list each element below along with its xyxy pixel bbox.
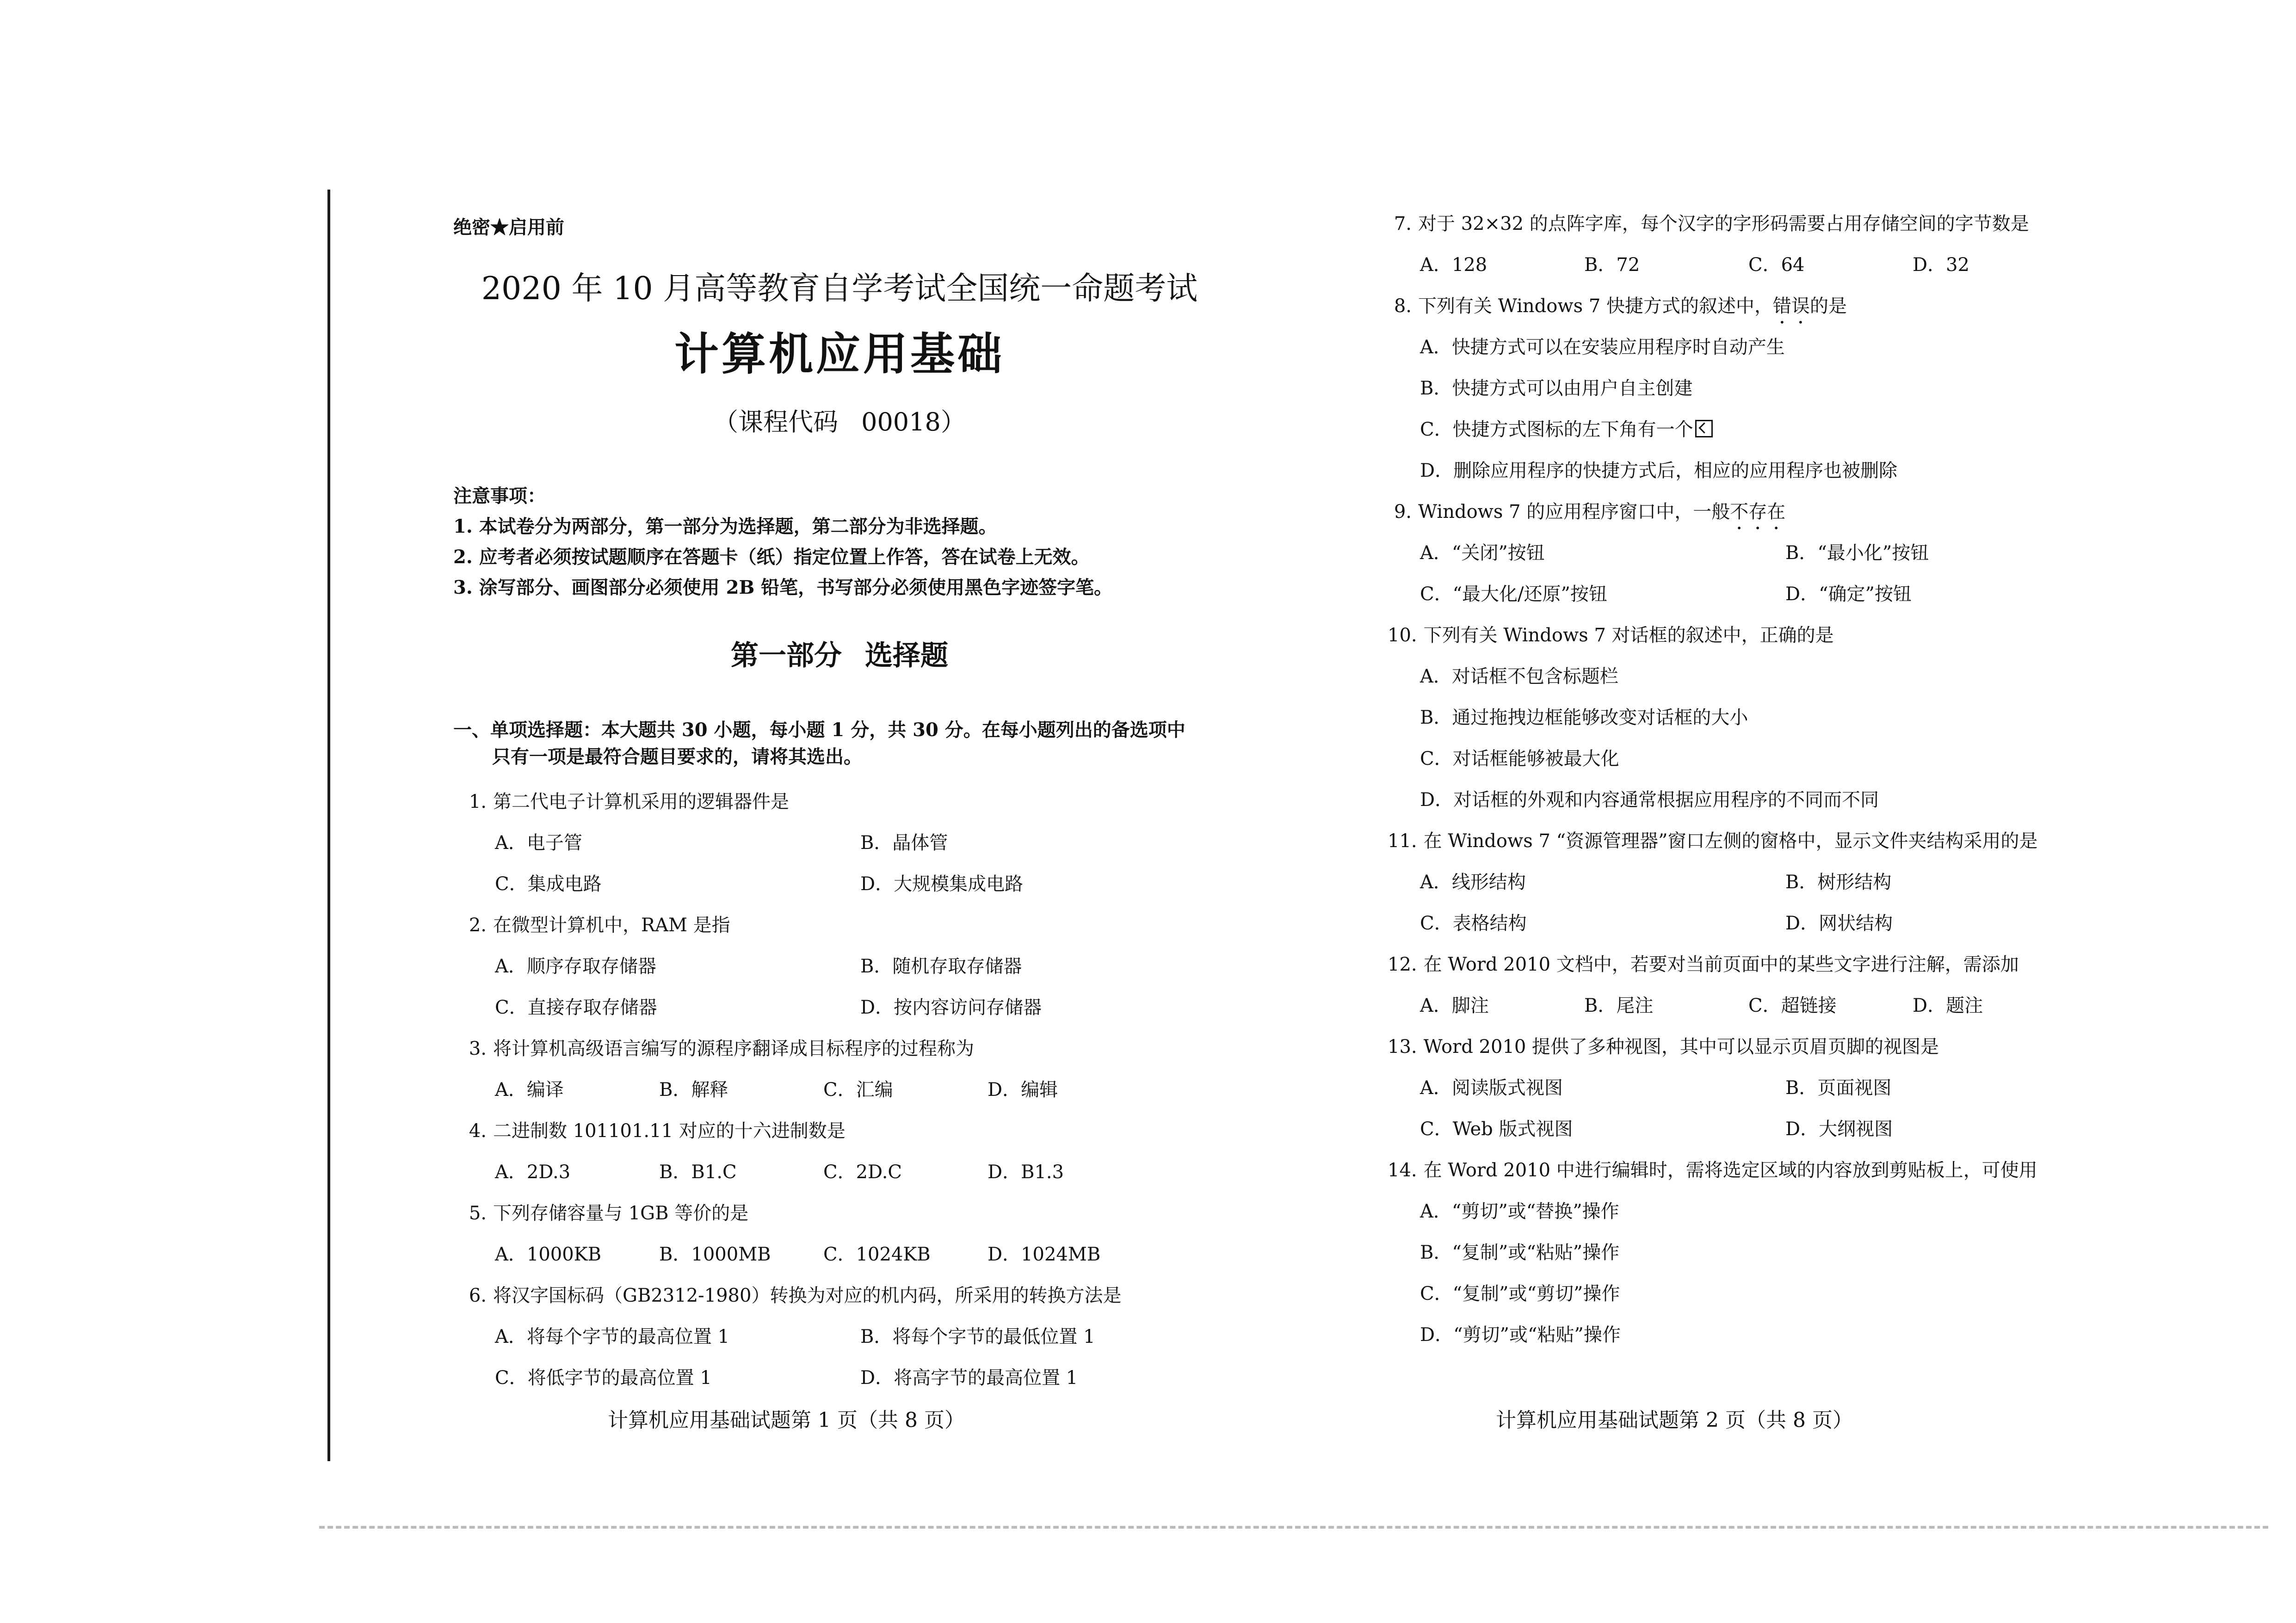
option-c: C．2D.C — [823, 1162, 902, 1183]
exam-title: 2020 年 10 月高等教育自学考试全国统一命题考试 — [481, 270, 1198, 307]
option-d: D．删除应用程序的快捷方式后，相应的应用程序也被删除 — [1420, 460, 1898, 481]
emphasis-text: 不存在 — [1730, 501, 1786, 523]
page-2 — [1378, 203, 2165, 1489]
option-c: C．快捷方式图标的左下角有一个 — [1420, 419, 1693, 440]
option-b: B．72 — [1584, 254, 1640, 276]
question-text: 下列有关 Windows 7 对话框的叙述中，正确的是 — [1423, 625, 1834, 646]
question-number: 8. — [1394, 295, 1412, 317]
option-row — [1378, 409, 2165, 450]
question-number: 6. — [469, 1285, 487, 1306]
question-number: 14. — [1388, 1160, 1417, 1181]
binding-line — [327, 190, 330, 1461]
option-b: B．B1.C — [659, 1162, 737, 1183]
question-stem — [1378, 286, 2165, 327]
question-text: 在 Word 2010 文档中，若要对当前页面中的某些文字进行注解，需添加 — [1423, 954, 2019, 975]
question-number: 7. — [1394, 213, 1412, 234]
option-row — [1378, 533, 2165, 574]
option-d: D．32 — [1913, 254, 1969, 276]
question-text: 在微型计算机中，RAM 是指 — [493, 915, 730, 936]
option-c: C．直接存取存储器 — [495, 997, 657, 1018]
option-b: B．“最小化”按钮 — [1785, 542, 1929, 564]
question-text: 二进制数 101101.11 对应的十六进制数是 — [493, 1120, 846, 1142]
scan-edge — [319, 1526, 2268, 1529]
question-list-page-2 — [1378, 203, 2165, 1356]
question-2 — [453, 905, 1240, 1028]
option-d: D．大纲视图 — [1785, 1119, 1893, 1140]
option-row — [1378, 1191, 2165, 1232]
question-13 — [1378, 1027, 2165, 1150]
option-row — [1378, 1068, 2165, 1109]
part-title — [453, 633, 1226, 673]
question-stem — [1378, 492, 2165, 533]
section-instructions — [453, 717, 1240, 770]
option-row — [453, 946, 1240, 987]
question-3 — [453, 1028, 1240, 1111]
option-row — [1378, 738, 2165, 780]
question-8 — [1378, 286, 2165, 492]
option-a: A．编译 — [495, 1079, 564, 1100]
question-6 — [453, 1275, 1240, 1399]
option-b: B．随机存取存储器 — [860, 956, 1022, 977]
question-list-page-1 — [453, 781, 1240, 1399]
option-row — [1378, 1109, 2165, 1150]
option-a: A．128 — [1420, 254, 1487, 276]
course-code-number: 00018） — [861, 407, 966, 436]
option-a: A．“关闭”按钮 — [1420, 542, 1545, 564]
option-a: A．脚注 — [1420, 995, 1489, 1016]
section-line-1: 一、单项选择题：本大题共 30 小题，每小题 1 分，共 30 分。在每小题列出的备选项中 — [453, 719, 1185, 741]
option-c: C．将低字节的最高位置 1 — [495, 1367, 712, 1389]
option-a: A．1000KB — [495, 1244, 601, 1265]
question-stem — [1378, 944, 2165, 985]
question-text: Windows 7 的应用程序窗口中，一般 — [1418, 501, 1730, 523]
option-row — [453, 1152, 1240, 1193]
question-number: 2. — [469, 915, 487, 936]
option-row — [453, 1070, 1240, 1111]
option-row — [1378, 1232, 2165, 1273]
note-item: 3. 涂写部分、画图部分必须使用 2B 铅笔，书写部分必须使用黑色字迹签字笔。 — [453, 577, 1113, 598]
question-stem — [453, 905, 1240, 946]
notes-title: 注意事项： — [453, 485, 546, 507]
question-text: 在 Windows 7 “资源管理器”窗口左侧的窗格中，显示文件夹结构采用的是 — [1423, 830, 2038, 852]
option-c: C．对话框能够被最大化 — [1420, 748, 1619, 769]
question-number: 3. — [469, 1038, 487, 1059]
option-b: B．“复制”或“粘贴”操作 — [1420, 1242, 1620, 1263]
option-row — [453, 864, 1240, 905]
option-c-wrap — [1420, 409, 2114, 450]
emphasis-text: 错误 — [1773, 295, 1810, 317]
page-1 — [453, 203, 1240, 1489]
question-number: 4. — [469, 1120, 487, 1142]
option-row — [1378, 327, 2165, 368]
question-stem — [453, 1111, 1240, 1152]
option-c: C．“复制”或“剪切”操作 — [1420, 1283, 1620, 1304]
question-text: Word 2010 提供了多种视图，其中可以显示页眉页脚的视图是 — [1423, 1036, 1939, 1057]
option-b: B．页面视图 — [1785, 1077, 1892, 1099]
question-text: 第二代电子计算机采用的逻辑器件是 — [493, 791, 789, 812]
option-d: D．对话框的外观和内容通常根据应用程序的不同而不同 — [1420, 789, 1879, 811]
option-row — [1378, 368, 2165, 409]
question-10 — [1378, 615, 2165, 821]
option-a: A．电子管 — [495, 832, 582, 854]
question-7 — [1378, 203, 2165, 286]
option-row — [1378, 985, 2165, 1027]
question-stem — [453, 1193, 1240, 1234]
option-row — [1378, 903, 2165, 944]
question-text: 下列有关 Windows 7 快捷方式的叙述中， — [1418, 295, 1773, 317]
option-a: A．2D.3 — [495, 1162, 571, 1183]
question-1 — [453, 781, 1240, 905]
option-b: B．晶体管 — [860, 832, 948, 854]
option-row — [1378, 1273, 2165, 1315]
question-5 — [453, 1193, 1240, 1275]
option-d: D．“确定”按钮 — [1785, 584, 1912, 605]
option-d: D．网状结构 — [1785, 913, 1893, 934]
question-stem — [1378, 615, 2165, 656]
question-text: 在 Word 2010 中进行编辑时，需将选定区域的内容放到剪贴板上，可使用 — [1423, 1160, 2037, 1181]
option-row — [1378, 656, 2165, 697]
question-stem — [453, 1028, 1240, 1070]
option-d: D．按内容访问存储器 — [860, 997, 1042, 1018]
option-c: C．“最大化/还原”按钮 — [1420, 584, 1607, 605]
option-c: C．1024KB — [823, 1244, 931, 1265]
option-b: B．通过拖拽边框能够改变对话框的大小 — [1420, 707, 1748, 728]
question-stem — [453, 1275, 1240, 1316]
question-11 — [1378, 821, 2165, 944]
option-b: B．快捷方式可以由用户自主创建 — [1420, 378, 1693, 399]
option-a: A．“剪切”或“替换”操作 — [1420, 1201, 1619, 1222]
question-number: 10. — [1388, 625, 1417, 646]
question-text: 下列存储容量与 1GB 等价的是 — [493, 1203, 749, 1224]
question-text: 对于 32×32 的点阵字库，每个汉字的字形码需要占用存储空间的字节数是 — [1418, 213, 2029, 234]
option-row — [1378, 780, 2165, 821]
option-b: B．树形结构 — [1785, 872, 1892, 893]
option-b: B．将每个字节的最低位置 1 — [860, 1326, 1095, 1347]
question-text: 将计算机高级语言编写的源程序翻译成目标程序的过程称为 — [493, 1038, 974, 1059]
option-row — [1378, 574, 2165, 615]
option-c: C．超链接 — [1748, 995, 1837, 1016]
option-d: D．题注 — [1913, 995, 1983, 1016]
option-d: D．大规模集成电路 — [860, 873, 1024, 895]
question-stem — [1378, 1027, 2165, 1068]
option-row — [453, 1234, 1240, 1275]
option-b: B．尾注 — [1584, 995, 1654, 1016]
part-title-b: 选择题 — [865, 639, 948, 672]
option-d: D．B1.3 — [988, 1162, 1064, 1183]
option-d: D．“剪切”或“粘贴”操作 — [1420, 1324, 1621, 1346]
option-a: A．线形结构 — [1420, 872, 1526, 893]
section-line-2: 只有一项是最符合题目要求的，请将其选出。 — [492, 746, 862, 768]
question-text-end: 的是 — [1810, 295, 1847, 317]
question-14 — [1378, 1150, 2165, 1356]
option-c: C．Web 版式视图 — [1420, 1119, 1573, 1140]
option-c: C．集成电路 — [495, 873, 602, 895]
option-row — [1378, 697, 2165, 738]
secret-label: 绝密★启用前 — [453, 216, 564, 238]
page-footer: 计算机应用基础试题第 2 页（共 8 页） — [1496, 1408, 1853, 1432]
question-stem — [1378, 821, 2165, 862]
question-number: 12. — [1388, 954, 1417, 975]
option-c: C．64 — [1748, 254, 1805, 276]
question-stem — [1378, 203, 2165, 245]
question-9 — [1378, 492, 2165, 615]
question-text: 将汉字国标码（GB2312-1980）转换为对应的机内码，所采用的转换方法是 — [493, 1285, 1122, 1306]
note-item: 2. 应考者必须按试题顺序在答题卡（纸）指定位置上作答，答在试卷上无效。 — [453, 546, 1090, 568]
option-a: A．对话框不包含标题栏 — [1420, 666, 1618, 687]
question-number: 5. — [469, 1203, 487, 1224]
option-d: D．1024MB — [988, 1244, 1101, 1265]
question-stem — [1378, 1150, 2165, 1191]
page-footer: 计算机应用基础试题第 1 页（共 8 页） — [608, 1408, 965, 1432]
subject-title: 计算机应用基础 — [674, 328, 1005, 380]
question-stem — [453, 781, 1240, 823]
option-row — [453, 823, 1240, 864]
option-a: A．顺序存取存储器 — [495, 956, 656, 977]
note-item: 1. 本试卷分为两部分，第一部分为选择题，第二部分为非选择题。 — [453, 516, 997, 537]
question-12 — [1378, 944, 2165, 1027]
question-4 — [453, 1111, 1240, 1193]
option-a: A．将每个字节的最高位置 1 — [495, 1326, 730, 1347]
option-c: C．表格结构 — [1420, 913, 1527, 934]
option-row — [1378, 245, 2165, 286]
notes — [453, 481, 1112, 603]
option-row — [1378, 1315, 2165, 1356]
option-row — [1378, 862, 2165, 903]
option-row — [453, 987, 1240, 1028]
part-title-a: 第一部分 — [731, 639, 842, 672]
option-a: A．阅读版式视图 — [1420, 1077, 1563, 1099]
option-row — [1378, 450, 2165, 492]
course-code-label: （课程代码 — [713, 407, 839, 436]
option-a: A．快捷方式可以在安装应用程序时自动产生 — [1420, 337, 1785, 358]
option-d: D．将高字节的最高位置 1 — [860, 1367, 1078, 1389]
option-b: B．解释 — [659, 1079, 728, 1100]
question-number: 1. — [469, 791, 487, 812]
question-number: 11. — [1388, 830, 1417, 852]
question-number: 13. — [1388, 1036, 1417, 1057]
course-code — [453, 402, 1226, 438]
option-d: D．编辑 — [988, 1079, 1058, 1100]
option-row — [453, 1316, 1240, 1358]
option-b: B．1000MB — [659, 1244, 771, 1265]
question-number: 9. — [1394, 501, 1412, 523]
option-row — [453, 1358, 1240, 1399]
shortcut-arrow-icon — [1695, 420, 1713, 437]
option-c: C．汇编 — [823, 1079, 893, 1100]
